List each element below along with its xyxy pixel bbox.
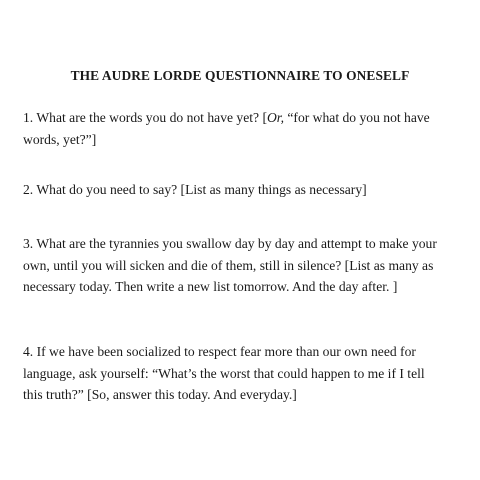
question-4-line-2: language, ask yourself: “What’s the worst that could happen to me if I tell <box>23 365 425 381</box>
question-1-line-1: 1. What are the words you do not have yet? [Or, “for what do you not have <box>23 110 430 125</box>
question-1 <box>23 107 463 150</box>
question-2 <box>23 179 463 201</box>
question-3-line-1: 3. What are the tyrannies you swallow day by day and attempt to make your <box>23 236 437 251</box>
question-3-line-3: necessary today. Then write a new list tomorrow. And the day after. ] <box>23 279 398 294</box>
question-1-italic-or: Or, <box>266 110 284 125</box>
question-4 <box>23 341 463 406</box>
question-1-line-2: words, yet?”] <box>23 131 97 147</box>
document-title: THE AUDRE LORDE QUESTIONNAIRE TO ONESELF <box>70 68 410 83</box>
question-3 <box>23 233 463 298</box>
question-3-line-2: own, until you will sicken and die of them, still in silence? [List as many as <box>23 257 434 273</box>
question-2-line-1: 2. What do you need to say? [List as many things as necessary] <box>23 182 367 197</box>
question-4-line-3: this truth?” [So, answer this today. And everyday.] <box>23 387 297 402</box>
question-4-line-1: 4. If we have been socialized to respect fear more than our own need for <box>23 344 416 359</box>
